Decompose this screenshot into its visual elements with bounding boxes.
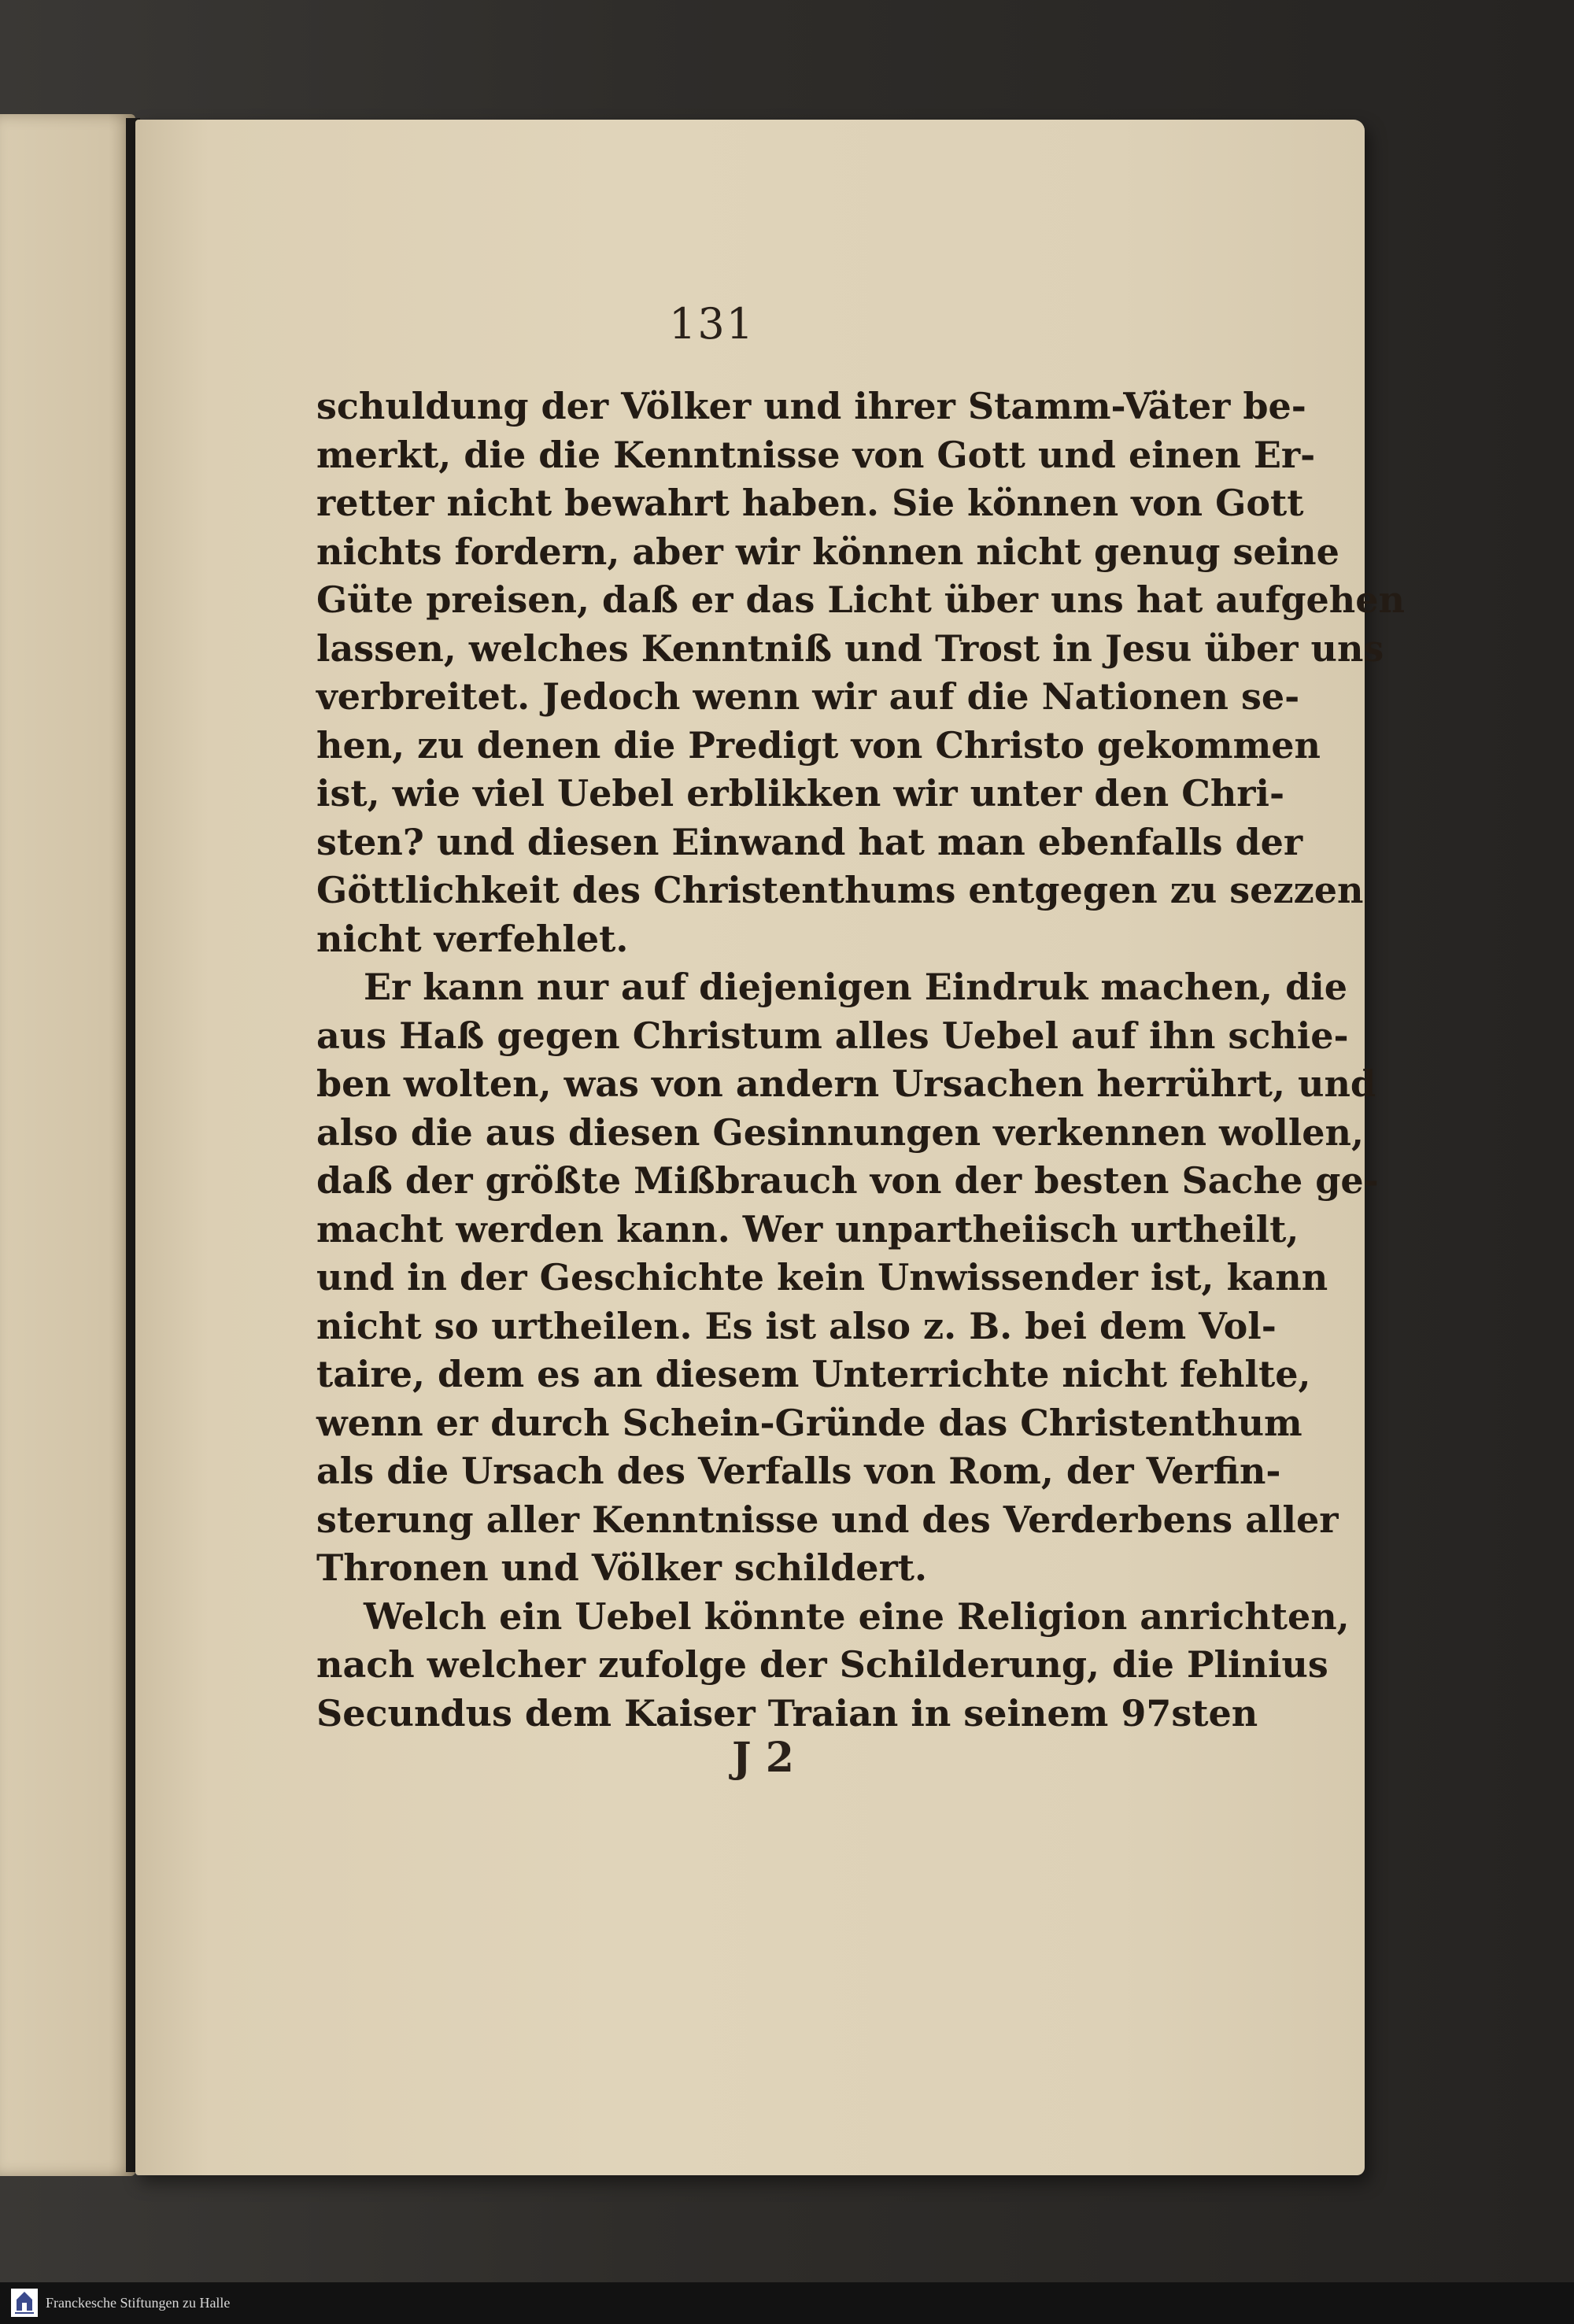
text-line: daß der größte Mißbrauch von der besten Sache ge- [316,1159,1379,1202]
text-line: verbreitet. Jedoch wenn wir auf die Nationen se- [316,675,1300,718]
text-line: Güte preisen, daß er das Licht über uns hat aufgehen [316,578,1405,621]
text-line: Göttlichkeit des Christenthums entgegen zu sezzen [316,869,1364,911]
signature-mark: J 2 [732,1734,794,1782]
text-line: als die Ursach des Verfalls von Rom, der Verfin- [316,1450,1281,1492]
text-line: schuldung der Völker und ihrer Stamm-Väter be- [316,385,1306,427]
text-line: retter nicht bewahrt haben. Sie können von Gott [316,482,1304,524]
text-line: nach welcher zufolge der Schilderung, die Plinius [316,1643,1328,1686]
text-line: ist, wie viel Uebel erblikken wir unter den Chri- [316,772,1285,815]
text-line: taire, dem es an diesem Unterrichte nicht fehlte, [316,1353,1311,1395]
text-line: also die aus diesen Gesinnungen verkennen wollen, [316,1110,1365,1154]
text-line: merkt, die die Kenntnisse von Gott und einen Er- [316,433,1316,476]
page-text [316,382,1405,1738]
text-line: macht werden kann. Wer unpartheiisch urtheilt, [316,1207,1299,1251]
footer-institution: Franckesche Stiftungen zu Halle [46,2295,231,2311]
page-number: 131 [669,299,756,349]
text-line: nicht verfehlet. [316,917,629,960]
facing-page-edge [0,114,135,2176]
text-line: Welch ein Uebel könnte eine Religion anrichten, [364,1594,1350,1638]
text-line: Er kann nur auf diejenigen Eindruk machen, die [364,966,1347,1008]
text-line: sterung aller Kenntnisse und des Verderbens aller [316,1498,1339,1541]
text-line: lassen, welches Kenntniß und Trost in Jesu über uns [316,626,1384,670]
text-line: aus Haß gegen Christum alles Uebel auf ihn schie- [316,1014,1349,1057]
text-line: Secundus dem Kaiser Traian in seinem 97sten [316,1691,1258,1735]
text-line: ben wolten, was von andern Ursachen herrührt, und [316,1062,1376,1105]
text-line: nicht so urtheilen. Es ist also z. B. bei dem Vol- [316,1304,1277,1347]
text-line: hen, zu denen die Predigt von Christo gekommen [316,723,1321,767]
text-line: wenn er durch Schein-Gründe das Christenthum [316,1401,1302,1444]
text-line: nichts fordern, aber wir können nicht genug seine [316,530,1339,573]
institution-logo-icon [11,2289,38,2317]
text-line: Thronen und Völker schildert. [316,1546,928,1589]
text-line: sten? und diesen Einwand hat man ebenfalls der [316,820,1303,863]
footer-bar [0,2282,1574,2324]
text-line: und in der Geschichte kein Unwissender ist, kann [316,1256,1328,1299]
